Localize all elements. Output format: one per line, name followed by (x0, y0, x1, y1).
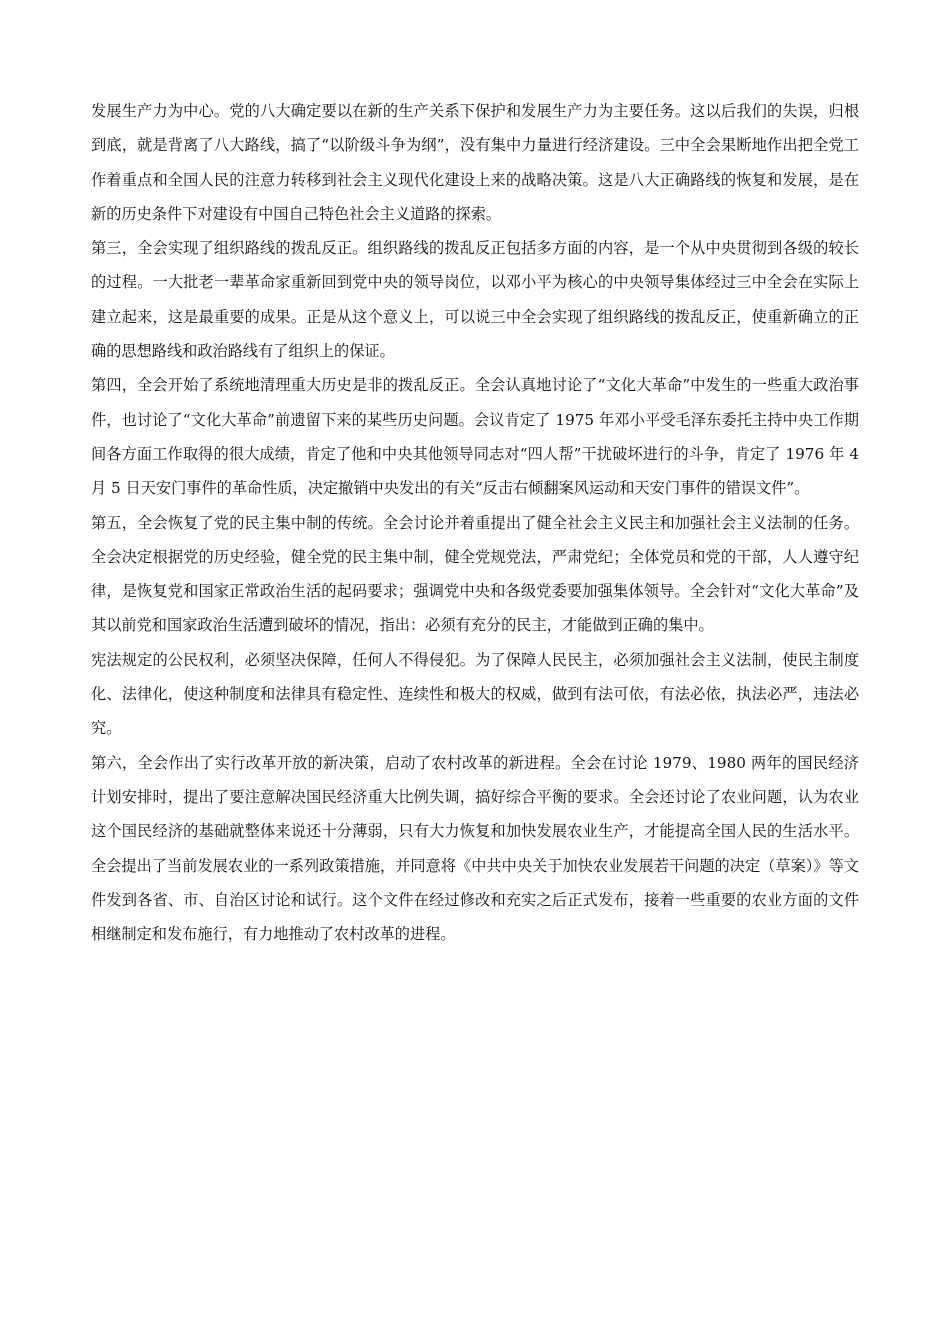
paragraph-sixth-point: 第六，全会作出了实行改革开放的新决策，启动了农村改革的新进程。全会在讨论 1979、1980 两年的国民经济计划安排时，提出了要注意解决国民经济重大比例失调，搞好综合平衡的要求。全会还讨论了农业问题，认为农业这个国民经济的基础就整体来说还十分薄弱，只有大力恢复和加快发展农业生产，才能提高全国人民的生活水平。全会提出了当前发展农业的一系列政策措施，并同意将《中共中央关于加快农业发展若干问题的决定（草案）》等文件发到各省、市、自治区讨论和试行。这个文件在经过修改和充实之后正式发布，接着一些重要的农业方面的文件相继制定和发布施行，有力地推动了农村改革的进程。 (91, 753, 859, 944)
paragraph-fourth-point: 第四，全会开始了系统地清理重大历史是非的拨乱反正。全会认真地讨论了“文化大革命”中发生的一些重大政治事件，也讨论了“文化大革命”前遗留下来的某些历史问题。会议肯定了 1975 年邓小平受毛泽东委托主持中央工作期间各方面工作取得的很大成绩，肯定了他和中央其他领导同志对“四人帮”干扰破坏进行的斗争，肯定了 1976 年 4 月 5 日天安门事件的革命性质，决定撤销中央发出的有关“反击右倾翻案风运动和天安门事件的错误文件”。 (91, 376, 859, 498)
document-body (91, 94, 859, 951)
paragraph-citizen-rights: 宪法规定的公民权利，必须坚决保障，任何人不得侵犯。为了保障人民民主，必须加强社会主义法制，使民主制度化、法律化，使这种制度和法律具有稳定性、连续性和极大的权威，做到有法可依，有法必依，执法必严，违法必究。 (91, 650, 859, 738)
paragraph-third-point: 第三，全会实现了组织路线的拨乱反正。组织路线的拨乱反正包括多方面的内容，是一个从中央贯彻到各级的较长的过程。一大批老一辈革命家重新回到党中央的领导岗位，以邓小平为核心的中央领导集体经过三中全会在实际上建立起来，这是最重要的成果。正是从这个意义上，可以说三中全会实现了组织路线的拨乱反正，使重新确立的正确的思想路线和政治路线有了组织上的保证。 (91, 239, 859, 361)
paragraph-fifth-point: 第五，全会恢复了党的民主集中制的传统。全会讨论并着重提出了健全社会主义民主和加强社会主义法制的任务。全会决定根据党的历史经验，健全党的民主集中制，健全党规党法，严肃党纪；全体党员和党的干部，人人遵守纪律，是恢复党和国家正常政治生活的起码要求；强调党中央和各级党委要加强集体领导。全会针对“文化大革命”及其以前党和国家政治生活遭到破坏的情况，指出：必须有充分的民主，才能做到正确的集中。 (91, 513, 859, 635)
paragraph-continuation: 发展生产力为中心。党的八大确定要以在新的生产关系下保护和发展生产力为主要任务。这以后我们的失误，归根到底，就是背离了八大路线，搞了“以阶级斗争为纲”，没有集中力量进行经济建设。三中全会果断地作出把全党工作着重点和全国人民的注意力转移到社会主义现代化建设上来的战略决策。这是八大正确路线的恢复和发展，是在新的历史条件下对建设有中国自己特色社会主义道路的探索。 (91, 102, 859, 223)
